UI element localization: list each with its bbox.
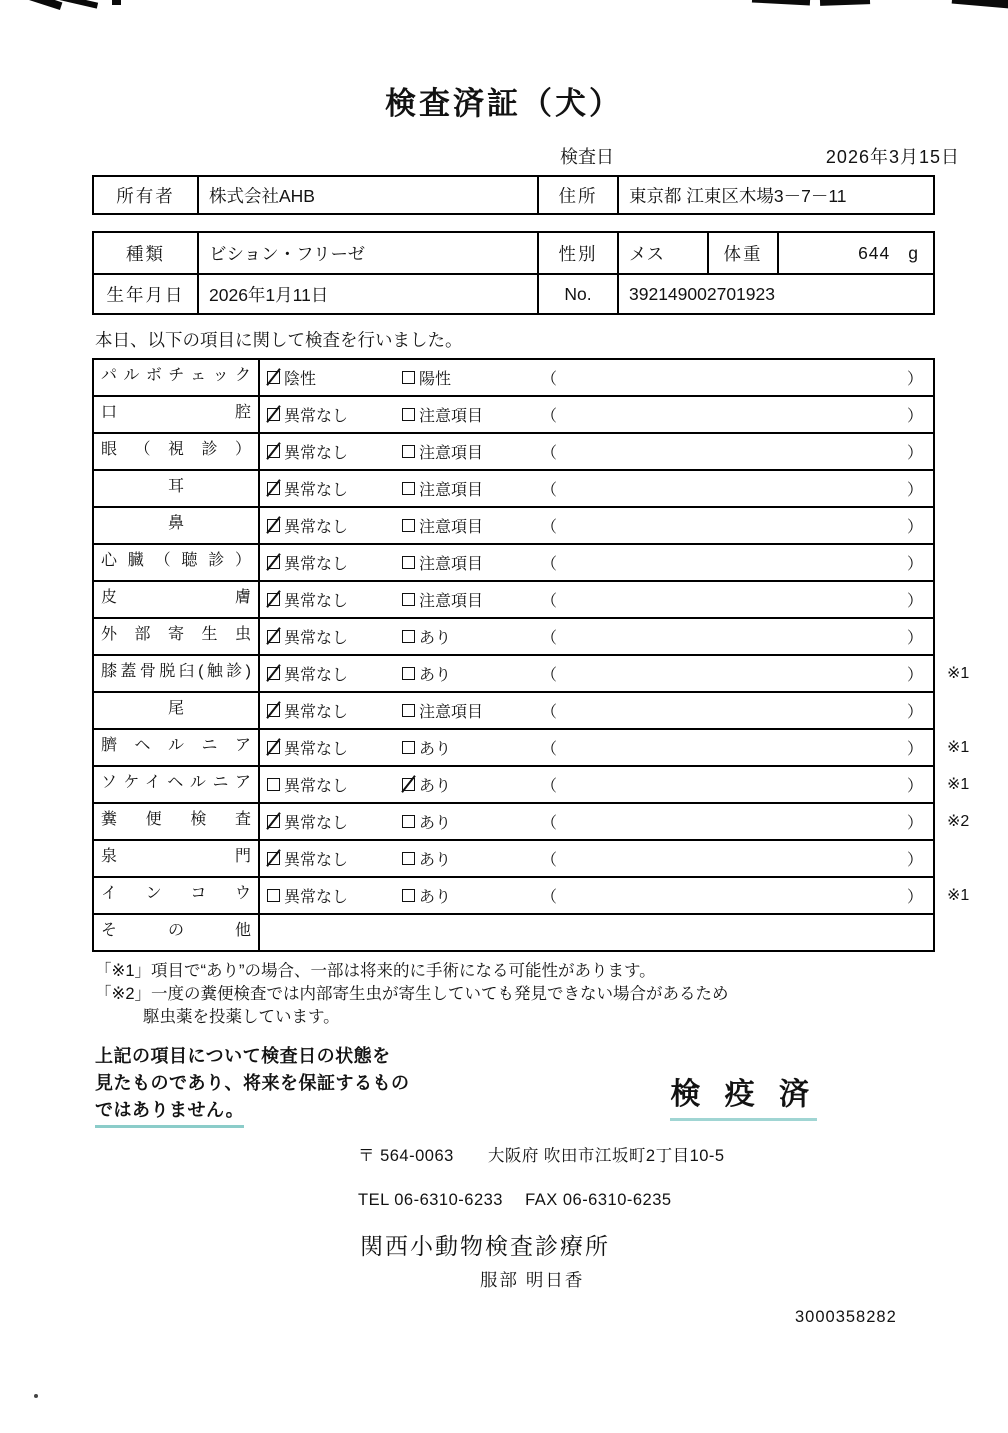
checkbox-1 (267, 482, 280, 495)
clinic-person: 服部 明日香 (480, 1270, 585, 1290)
option-1-label: 異常なし (284, 741, 349, 758)
checkbox-2 (402, 889, 415, 902)
option-1-label: 異常なし (284, 667, 349, 684)
row-note: ※1 (947, 665, 970, 682)
check-item-label: 膝蓋骨脱臼(触診) (94, 656, 260, 691)
option-2 (402, 656, 539, 691)
checkbox-1 (267, 667, 280, 680)
result-paren (539, 693, 933, 728)
registration-no-value: 392149002701923 (617, 275, 933, 313)
owner-row (94, 177, 933, 213)
row-note: ※1 (947, 776, 970, 793)
disclaimer-text (95, 1043, 410, 1128)
check-row (94, 432, 933, 469)
option-2 (402, 767, 539, 802)
check-row (94, 913, 933, 950)
paren-close-char: ） (906, 519, 923, 536)
option-1 (260, 804, 402, 839)
option-1-label: 異常なし (284, 815, 349, 832)
option-2 (402, 619, 539, 654)
checkbox-1 (267, 593, 280, 606)
inspection-table (92, 358, 970, 952)
option-2 (402, 545, 539, 580)
check-row (94, 876, 970, 913)
result-paren (539, 360, 933, 395)
inspection-date-value: 2026年3月15日 (825, 147, 960, 167)
check-item-label: 臍ヘルニア (94, 730, 260, 765)
checkbox-1 (267, 815, 280, 828)
option-1-label: 異常なし (284, 778, 349, 795)
option-1-label: 異常なし (284, 593, 349, 610)
paren-open-char: （ (541, 445, 558, 462)
check-item-label: 糞便検査 (94, 804, 260, 839)
option-2-label: あり (419, 889, 452, 906)
footnote-2: 「※2」一度の糞便検査では内部寄生虫が寄生していても発見できない場合があるため (95, 985, 729, 1003)
option-2-label: あり (419, 741, 452, 758)
weight-label: 体重 (707, 233, 777, 273)
paren-close-char: ） (906, 815, 923, 832)
result-paren (539, 656, 933, 691)
check-item-label: 眼（視診） (94, 434, 260, 469)
breed-label: 種類 (126, 243, 165, 264)
paren-open-char: （ (541, 889, 558, 906)
checkbox-2 (402, 815, 415, 828)
footnote-1: 「※1」項目で“あり”の場合、一部は将来的に手術になる可能性があります。 (95, 962, 656, 980)
option-2-label: 注意項目 (419, 408, 484, 425)
sex-label: 性別 (537, 233, 617, 273)
option-1-label: 異常なし (284, 704, 349, 721)
inspection-date-label: 検査日 (560, 147, 614, 167)
disclaimer-line-1: 上記の項目について検査日の状態を (95, 1046, 391, 1066)
weight-value: 644 (858, 242, 891, 263)
checkbox-2 (402, 371, 415, 384)
result-paren (539, 508, 933, 543)
option-2-label: あり (419, 815, 452, 832)
check-item-label: 皮膚 (94, 582, 260, 617)
paren-close-char: ） (906, 889, 923, 906)
option-2 (402, 582, 539, 617)
option-2-label: あり (419, 778, 452, 795)
checkbox-2 (402, 556, 415, 569)
clinic-name: 関西小動物検査診療所 (360, 1233, 610, 1259)
paren-open-char: （ (541, 815, 558, 832)
quarantine-stamp: 検 疫 済 (670, 1069, 817, 1121)
inspection-date-row (560, 143, 960, 169)
result-paren (539, 471, 933, 506)
option-2 (402, 360, 539, 395)
option-2-label: 陽性 (419, 371, 452, 388)
birthdate-value: 2026年1月11日 (197, 275, 537, 313)
option-2-label: あり (419, 852, 452, 869)
checkbox-1 (267, 778, 280, 791)
checkbox-2 (402, 593, 415, 606)
intro-text: 本日、以下の項目に関して検査を行いました。 (95, 330, 463, 350)
paren-open-char: （ (541, 778, 558, 795)
option-2 (402, 804, 539, 839)
option-2 (402, 841, 539, 876)
option-1-label: 陰性 (284, 371, 317, 388)
checkbox-2 (402, 445, 415, 458)
footnote-3: 駆虫薬を投薬しています。 (143, 1008, 340, 1026)
paren-open-char: （ (541, 852, 558, 869)
option-2-label: 注意項目 (419, 593, 484, 610)
option-1 (260, 471, 402, 506)
option-1-label: 異常なし (284, 889, 349, 906)
option-2-label: 注意項目 (419, 445, 484, 462)
owner-label: 所有者 (116, 185, 175, 206)
check-row (94, 506, 933, 543)
check-item-label: その他 (94, 915, 260, 950)
row-note: ※2 (947, 813, 970, 830)
pet-info-table (92, 231, 935, 315)
check-item-label: パルボチェック (94, 360, 260, 395)
checkbox-2 (402, 408, 415, 421)
row-note: ※1 (947, 739, 970, 756)
check-row (94, 839, 933, 876)
checkbox-2 (402, 852, 415, 865)
postal-address: 〒 564-0063 大阪府 吹田市江坂町2丁目10-5 (358, 1147, 725, 1165)
option-1-label: 異常なし (284, 630, 349, 647)
option-2 (402, 471, 539, 506)
check-row (94, 580, 933, 617)
check-item-label: インコウ (94, 878, 260, 913)
checkbox-2 (402, 778, 415, 791)
certificate-title: 検査済証（犬） (385, 86, 623, 121)
option-1 (260, 545, 402, 580)
paren-close-char: ） (906, 482, 923, 499)
paren-open-char: （ (541, 741, 558, 758)
checkbox-1 (267, 889, 280, 902)
option-1-label: 異常なし (284, 556, 349, 573)
checkbox-2 (402, 741, 415, 754)
paren-open-char: （ (541, 667, 558, 684)
option-2-label: 注意項目 (419, 482, 484, 499)
result-paren (539, 841, 933, 876)
option-1 (260, 693, 402, 728)
option-1 (260, 582, 402, 617)
check-item-label: 鼻 (94, 508, 260, 543)
option-1 (260, 508, 402, 543)
check-row (94, 617, 933, 654)
result-paren (539, 878, 933, 913)
result-paren (539, 730, 933, 765)
checkbox-1 (267, 519, 280, 532)
owner-table (92, 175, 935, 215)
option-2 (402, 878, 539, 913)
option-2-label: 注意項目 (419, 704, 484, 721)
owner-value: 株式会社AHB (197, 177, 537, 213)
result-paren (539, 619, 933, 654)
check-item-label: 耳 (94, 471, 260, 506)
result-paren (539, 397, 933, 432)
sex-value: メス (617, 233, 707, 273)
checkbox-1 (267, 852, 280, 865)
document-number: 3000358282 (795, 1308, 897, 1326)
option-1 (260, 841, 402, 876)
address-label: 住所 (537, 177, 617, 213)
option-1 (260, 619, 402, 654)
page-title (0, 0, 1008, 123)
paren-open-char: （ (541, 704, 558, 721)
footnotes (95, 960, 1008, 1029)
option-1 (260, 730, 402, 765)
inspection-table-body (94, 360, 970, 950)
registration-no-label: No. (537, 275, 617, 313)
option-1 (260, 360, 402, 395)
check-item-label: 尾 (94, 693, 260, 728)
checkbox-1 (267, 371, 280, 384)
option-2-label: あり (419, 667, 452, 684)
checkbox-1 (267, 556, 280, 569)
checkbox-2 (402, 519, 415, 532)
paren-open-char: （ (541, 482, 558, 499)
checkbox-1 (267, 445, 280, 458)
check-item-label: ソケイヘルニア (94, 767, 260, 802)
paren-open-char: （ (541, 519, 558, 536)
option-2 (402, 730, 539, 765)
paren-close-char: ） (906, 778, 923, 795)
paren-close-char: ） (906, 630, 923, 647)
weight-unit: g (908, 242, 919, 263)
option-1 (260, 656, 402, 691)
option-1-label: 異常なし (284, 482, 349, 499)
paren-close-char: ） (906, 704, 923, 721)
paren-close-char: ） (906, 556, 923, 573)
check-row (94, 395, 933, 432)
result-paren (539, 434, 933, 469)
breed-value: ビション・フリーゼ (197, 233, 537, 273)
option-1-label: 異常なし (284, 408, 349, 425)
checkbox-2 (402, 482, 415, 495)
paren-close-char: ） (906, 741, 923, 758)
result-paren (539, 804, 933, 839)
paren-open-char: （ (541, 556, 558, 573)
option-1 (260, 397, 402, 432)
check-item-label: 泉門 (94, 841, 260, 876)
checkbox-1 (267, 741, 280, 754)
disclaimer-line-3: ではありません。 (95, 1097, 244, 1128)
birthdate-label: 生年月日 (106, 284, 185, 305)
check-row (94, 802, 970, 839)
option-1-label: 異常なし (284, 519, 349, 536)
result-paren (539, 582, 933, 617)
disclaimer-and-stamp (95, 1043, 935, 1128)
paren-close-char: ） (906, 593, 923, 610)
option-1 (260, 767, 402, 802)
scan-artifact (112, 0, 121, 5)
option-2 (402, 508, 539, 543)
result-paren (539, 767, 933, 802)
option-1 (260, 434, 402, 469)
check-row (94, 728, 970, 765)
check-row (94, 469, 933, 506)
checkbox-2 (402, 667, 415, 680)
pet-info-row-1 (94, 233, 933, 273)
pet-info-row-2 (94, 273, 933, 313)
check-row (94, 360, 933, 395)
option-2 (402, 693, 539, 728)
result-paren (539, 545, 933, 580)
option-1 (260, 878, 402, 913)
check-row (94, 543, 933, 580)
checkbox-1 (267, 630, 280, 643)
check-item-label: 心臓（聴診） (94, 545, 260, 580)
check-row (94, 691, 933, 728)
tel-fax: TEL 06-6310-6233 FAX 06-6310-6235 (358, 1191, 672, 1209)
address-value: 東京都 江東区木場3－7－11 (617, 177, 933, 213)
disclaimer-line-2: 見たものであり、将来を保証するもの (95, 1073, 410, 1093)
weight-value-cell (777, 233, 933, 273)
paren-open-char: （ (541, 371, 558, 388)
option-2-label: あり (419, 630, 452, 647)
paren-open-char: （ (541, 593, 558, 610)
option-2-label: 注意項目 (419, 519, 484, 536)
paren-close-char: ） (906, 445, 923, 462)
paren-open-char: （ (541, 408, 558, 425)
option-2-label: 注意項目 (419, 556, 484, 573)
row-note: ※1 (947, 887, 970, 904)
check-row (94, 654, 970, 691)
option-1-label: 異常なし (284, 852, 349, 869)
paren-close-char: ） (906, 371, 923, 388)
checkbox-1 (267, 408, 280, 421)
checkbox-2 (402, 630, 415, 643)
checkbox-1 (267, 704, 280, 717)
check-item-label: 口腔 (94, 397, 260, 432)
paren-close-char: ） (906, 852, 923, 869)
check-item-label: 外部寄生虫 (94, 619, 260, 654)
check-row (94, 765, 970, 802)
paren-close-char: ） (906, 408, 923, 425)
paren-close-char: ） (906, 667, 923, 684)
option-1-label: 異常なし (284, 445, 349, 462)
option-2 (402, 397, 539, 432)
option-2 (402, 434, 539, 469)
checkbox-2 (402, 704, 415, 717)
contact-block (358, 1142, 1008, 1210)
paren-open-char: （ (541, 630, 558, 647)
scan-artifact (34, 1394, 38, 1398)
